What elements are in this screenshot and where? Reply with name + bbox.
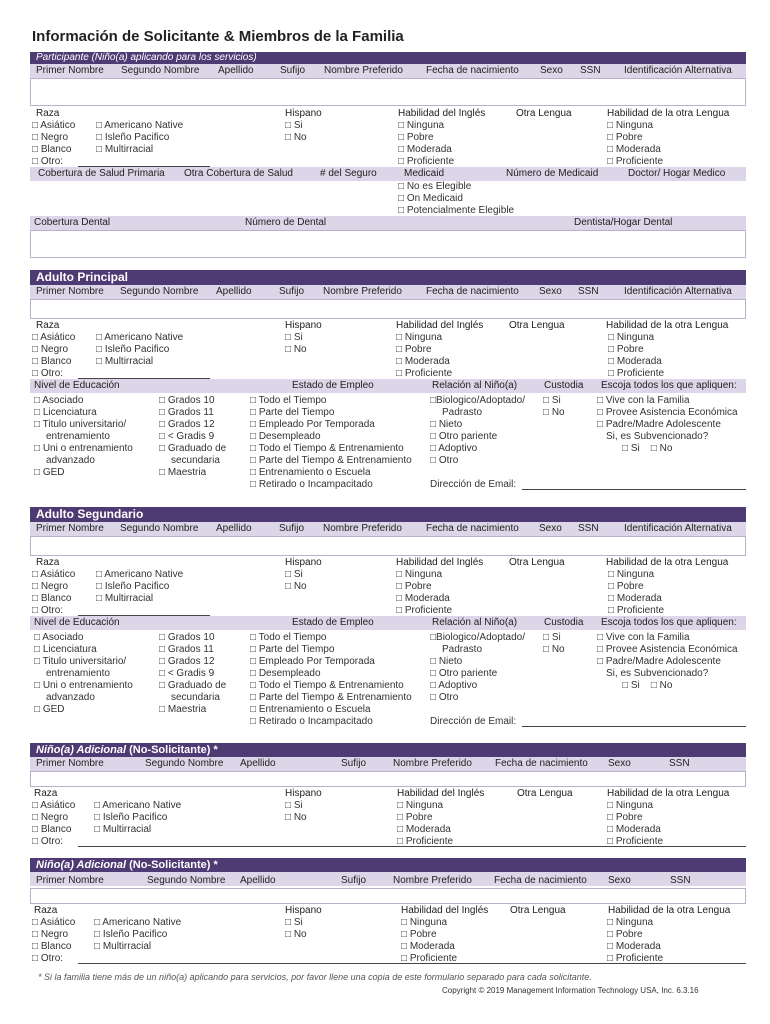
pa-edu-advanced-cont: advanzado <box>46 455 95 466</box>
sa-choose-label: Escoja todos los que apliquen: <box>601 617 737 628</box>
c1-ssn-label: SSN <box>669 758 690 769</box>
c2-name-input[interactable] <box>30 888 746 904</box>
dob-label: Fecha de nacimiento <box>426 65 519 76</box>
primary-adult-header: Adulto Principal <box>30 270 746 285</box>
sa-edu-advanced-checkbox[interactable]: □ Uni o entrenamiento <box>34 680 133 691</box>
sa-race-white-checkbox[interactable]: □ Blanco <box>32 593 72 604</box>
c2-middle-name-label: Segundo Nombre <box>147 875 226 886</box>
pa-last-name-label: Apellido <box>216 286 252 297</box>
sa-custody-label: Custodia <box>544 617 584 628</box>
sa-olang-proficient-checkbox[interactable]: □ Proficiente <box>608 605 665 616</box>
pa-edu-hs-checkbox[interactable]: □ Graduado de <box>159 443 227 454</box>
sa-edu-degree-checkbox[interactable]: □ Titulo universitario/ <box>34 656 127 667</box>
c2-other-lang-ability-label: Habilidad de la otra Lengua <box>608 905 731 916</box>
race-native-checkbox[interactable]: □ Americano Native <box>96 120 184 131</box>
sa-middle-name-label: Segundo Nombre <box>120 523 199 534</box>
doctor-label: Doctor/ Hogar Medico <box>628 168 726 179</box>
sa-preferred-name-label: Nombre Preferido <box>323 523 402 534</box>
sa-rel-grandchild-checkbox[interactable]: □ Nieto <box>430 656 463 667</box>
pa-emp-seasonal-checkbox[interactable]: □ Empleado Por Temporada <box>250 419 375 430</box>
c1-english-label: Habilidad del Inglés <box>397 788 485 799</box>
medicaid-potential-checkbox[interactable]: □ Potencialmente Elegible <box>398 205 515 216</box>
sa-provides-checkbox[interactable]: □ Provee Asistencia Económica <box>597 644 738 655</box>
sa-alt-id-label: Identificación Alternativa <box>624 523 732 534</box>
pa-edu-ged-checkbox[interactable]: □ GED <box>34 467 65 478</box>
sa-rel-foster-checkbox[interactable]: □ Adoptivo <box>430 680 478 691</box>
pa-race-label: Raza <box>36 320 60 331</box>
c2-olang-none-checkbox[interactable]: □ Ninguna <box>607 917 654 928</box>
pa-middle-name-label: Segundo Nombre <box>120 286 199 297</box>
pa-edu-grade11-checkbox[interactable]: □ Grados 11 <box>159 407 214 418</box>
pa-teen-parent-checkbox[interactable]: □ Padre/Madre Adolescente <box>597 419 721 430</box>
c2-race-white-checkbox[interactable]: □ Blanco <box>32 941 72 952</box>
pa-hispanic-yes-checkbox[interactable]: □ Si <box>285 332 303 343</box>
c2-race-native-checkbox[interactable]: □ Americano Native <box>94 917 182 928</box>
c1-other-lang-ability-label: Habilidad de la otra Lengua <box>607 788 730 799</box>
c1-english-proficient-checkbox[interactable]: □ Proficiente <box>397 836 454 847</box>
sa-employment-label: Estado de Empleo <box>292 617 374 628</box>
sa-emp-pt-training-checkbox[interactable]: □ Parte del Tiempo & Entrenamiento <box>250 692 412 703</box>
sa-hispanic-label: Hispano <box>285 557 322 568</box>
c1-olang-none-checkbox[interactable]: □ Ninguna <box>607 800 654 811</box>
pa-edu-under9-checkbox[interactable]: □ < Gradis 9 <box>159 431 215 442</box>
copyright: Copyright © 2019 Management Information Technology USA, Inc. 6.3.16 <box>442 986 699 995</box>
insurance-no-label: # del Seguro <box>320 168 377 179</box>
sa-suffix-label: Sufijo <box>279 523 305 534</box>
sa-edu-grade11-checkbox[interactable]: □ Grados 11 <box>159 644 214 655</box>
c1-race-other-checkbox[interactable]: □ Otro: <box>32 836 64 847</box>
child1-header-b: (No-Solicitante) * <box>129 744 218 756</box>
sa-race-black-checkbox[interactable]: □ Negro <box>32 581 69 592</box>
preferred-name-label: Nombre Preferido <box>324 65 403 76</box>
pa-rel-foster-checkbox[interactable]: □ Adoptivo <box>430 443 478 454</box>
sa-custody-no-checkbox[interactable]: □ No <box>543 644 565 655</box>
pa-suffix-label: Sufijo <box>279 286 305 297</box>
sa-emp-fulltime-checkbox[interactable]: □ Todo el Tiempo <box>250 632 327 643</box>
sa-edu-degree-cont: entrenamiento <box>46 668 110 679</box>
c2-dob-label: Fecha de nacimiento <box>494 875 587 886</box>
sa-edu-grade10-checkbox[interactable]: □ Grados 10 <box>159 632 215 643</box>
pa-sex-label: Sexo <box>539 286 562 297</box>
c2-english-poor-checkbox[interactable]: □ Pobre <box>401 929 437 940</box>
sa-english-poor-checkbox[interactable]: □ Pobre <box>396 581 432 592</box>
c1-race-black-checkbox[interactable]: □ Negro <box>32 812 69 823</box>
c2-sex-label: Sexo <box>608 875 631 886</box>
c2-olang-poor-checkbox[interactable]: □ Pobre <box>607 929 643 940</box>
pa-employment-label: Estado de Empleo <box>292 380 374 391</box>
sa-edu-master-checkbox[interactable]: □ Maestria <box>159 704 207 715</box>
c2-race-pacific-checkbox[interactable]: □ Isleño Pacifico <box>94 929 168 940</box>
sa-education-label: Nivel de Educación <box>34 617 120 628</box>
olang-none-checkbox[interactable]: □ Ninguna <box>607 120 654 131</box>
sa-english-proficient-checkbox[interactable]: □ Proficiente <box>396 605 453 616</box>
sa-email-input[interactable] <box>522 726 746 727</box>
sa-emp-seasonal-checkbox[interactable]: □ Empleado Por Temporada <box>250 656 375 667</box>
c2-race-asian-checkbox[interactable]: □ Asiático <box>32 917 76 928</box>
c1-name-input[interactable] <box>30 771 746 787</box>
pa-choose-label: Escoja todos los que apliquen: <box>601 380 737 391</box>
c1-english-none-checkbox[interactable]: □ Ninguna <box>397 800 444 811</box>
pa-english-none-checkbox[interactable]: □ Ninguna <box>396 332 443 343</box>
alt-id-label: Identificación Alternativa <box>624 65 732 76</box>
pa-alt-id-label: Identificación Alternativa <box>624 286 732 297</box>
c1-race-label: Raza <box>34 788 58 799</box>
sa-olang-poor-checkbox[interactable]: □ Pobre <box>608 581 644 592</box>
sa-olang-moderate-checkbox[interactable]: □ Moderada <box>608 593 662 604</box>
c2-english-moderate-checkbox[interactable]: □ Moderada <box>401 941 455 952</box>
other-lang-label: Otra Lengua <box>516 108 572 119</box>
pa-olang-moderate-checkbox[interactable]: □ Moderada <box>608 356 662 367</box>
pa-olang-none-checkbox[interactable]: □ Ninguna <box>608 332 655 343</box>
c1-name-row <box>30 757 746 771</box>
pa-email-input[interactable] <box>522 489 746 490</box>
pa-provides-checkbox[interactable]: □ Provee Asistencia Económica <box>597 407 738 418</box>
pa-custody-yes-checkbox[interactable]: □ Si <box>543 395 561 406</box>
c2-english-label: Habilidad del Inglés <box>401 905 489 916</box>
c2-olang-proficient-checkbox[interactable]: □ Proficiente <box>607 953 664 964</box>
hispanic-label: Hispano <box>285 108 322 119</box>
c1-race-multi-checkbox[interactable]: □ Multirracial <box>94 824 152 835</box>
page-title: Información de Solicitante & Miembros de la Familia <box>32 28 404 45</box>
c1-middle-name-label: Segundo Nombre <box>145 758 224 769</box>
sa-subsidized-checkbox[interactable]: □ Si □ No <box>622 680 673 691</box>
pa-other-lang-ability-label: Habilidad de la otra Lengua <box>606 320 729 331</box>
sa-emp-parttime-checkbox[interactable]: □ Parte del Tiempo <box>250 644 335 655</box>
pa-preferred-name-label: Nombre Preferido <box>323 286 402 297</box>
sa-edu-bachelor-checkbox[interactable]: □ Licenciatura <box>34 644 97 655</box>
pa-edu-hs-cont: secundaria <box>171 455 220 466</box>
pa-race-native-checkbox[interactable]: □ Americano Native <box>96 332 184 343</box>
c2-hispanic-yes-checkbox[interactable]: □ Si <box>285 917 303 928</box>
health-other-label: Otra Cobertura de Salud <box>184 168 293 179</box>
c1-race-asian-checkbox[interactable]: □ Asiático <box>32 800 76 811</box>
sa-edu-under9-checkbox[interactable]: □ < Gradis 9 <box>159 668 215 679</box>
pa-rel-relative-checkbox[interactable]: □ Otro pariente <box>430 431 498 442</box>
sa-ssn-label: SSN <box>578 523 599 534</box>
sa-rel-other-checkbox[interactable]: □ Otro <box>430 692 459 703</box>
pa-english-label: Habilidad del Inglés <box>396 320 484 331</box>
c1-other-lang-label: Otra Lengua <box>517 788 573 799</box>
sex-label: Sexo <box>540 65 563 76</box>
pa-first-name-label: Primer Nombre <box>36 286 104 297</box>
sa-edu-advanced-cont: advanzado <box>46 692 95 703</box>
pa-other-lang-label: Otra Lengua <box>509 320 565 331</box>
sa-edu-associate-checkbox[interactable]: □ Asociado <box>34 632 84 643</box>
dental-input[interactable] <box>30 230 746 258</box>
pa-race-other-checkbox[interactable]: □ Otro: <box>32 368 64 379</box>
pa-english-proficient-checkbox[interactable]: □ Proficiente <box>396 368 453 379</box>
sa-relation-label: Relación al Niño(a) <box>432 617 518 628</box>
c2-ssn-label: SSN <box>670 875 691 886</box>
pa-rel-bio-cont: Padrasto <box>442 407 483 418</box>
c1-hispanic-label: Hispano <box>285 788 322 799</box>
c2-last-name-label: Apellido <box>240 875 276 886</box>
olang-proficient-checkbox[interactable]: □ Proficiente <box>607 156 664 167</box>
medicaid-not-eligible-checkbox[interactable]: □ No es Elegible <box>398 181 472 192</box>
pa-emp-unemployed-checkbox[interactable]: □ Desempleado <box>250 431 321 442</box>
c1-race-native-checkbox[interactable]: □ Americano Native <box>94 800 182 811</box>
sa-hispanic-yes-checkbox[interactable]: □ Si <box>285 569 303 580</box>
sa-last-name-label: Apellido <box>216 523 252 534</box>
c1-race-pacific-checkbox[interactable]: □ Isleño Pacifico <box>94 812 168 823</box>
c1-dob-label: Fecha de nacimiento <box>495 758 588 769</box>
secondary-adult-header: Adulto Segundario <box>30 507 746 522</box>
pa-english-moderate-checkbox[interactable]: □ Moderada <box>396 356 450 367</box>
pa-subsidized-checkbox[interactable]: □ Si □ No <box>622 443 673 454</box>
pa-rel-grandchild-checkbox[interactable]: □ Nieto <box>430 419 463 430</box>
dental-no-label: Número de Dental <box>245 217 327 228</box>
sa-edu-hs-cont: secundaria <box>171 692 220 703</box>
english-poor-checkbox[interactable]: □ Pobre <box>398 132 434 143</box>
c2-race-other-checkbox[interactable]: □ Otro: <box>32 953 64 964</box>
sa-emp-retired-checkbox[interactable]: □ Retirado o Incampacitado <box>250 716 373 727</box>
sa-english-none-checkbox[interactable]: □ Ninguna <box>396 569 443 580</box>
c1-olang-proficient-checkbox[interactable]: □ Proficiente <box>607 836 664 847</box>
child2-header <box>30 858 746 872</box>
medicaid-no-label: Número de Medicaid <box>506 168 599 179</box>
last-name-label: Apellido <box>218 65 254 76</box>
pa-edu-bachelor-checkbox[interactable]: □ Licenciatura <box>34 407 97 418</box>
c1-suffix-label: Sufijo <box>341 758 367 769</box>
pa-lives-with-checkbox[interactable]: □ Vive con la Familia <box>597 395 690 406</box>
sa-first-name-label: Primer Nombre <box>36 523 104 534</box>
race-pacific-checkbox[interactable]: □ Isleño Pacifico <box>96 132 170 143</box>
sa-rel-bio-checkbox[interactable]: □Biologico/Adoptado/ <box>430 632 525 643</box>
pa-emp-parttime-checkbox[interactable]: □ Parte del Tiempo <box>250 407 335 418</box>
pa-ssn-label: SSN <box>578 286 599 297</box>
pa-emp-school-checkbox[interactable]: □ Entrenamiento o Escuela <box>250 467 371 478</box>
sa-dob-label: Fecha de nacimiento <box>426 523 519 534</box>
sa-edu-grade12-checkbox[interactable]: □ Grados 12 <box>159 656 215 667</box>
pa-edu-master-checkbox[interactable]: □ Maestria <box>159 467 207 478</box>
pa-edu-advanced-checkbox[interactable]: □ Uni o entrenamiento <box>34 443 133 454</box>
pa-subsidized-text: Si, es Subvencionado? <box>606 431 709 442</box>
c1-olang-poor-checkbox[interactable]: □ Pobre <box>607 812 643 823</box>
c2-english-proficient-checkbox[interactable]: □ Proficiente <box>401 953 458 964</box>
sa-custody-yes-checkbox[interactable]: □ Si <box>543 632 561 643</box>
c2-suffix-label: Sufijo <box>341 875 367 886</box>
c1-race-white-checkbox[interactable]: □ Blanco <box>32 824 72 835</box>
pa-emp-pt-training-checkbox[interactable]: □ Parte del Tiempo & Entrenamiento <box>250 455 412 466</box>
c1-olang-moderate-checkbox[interactable]: □ Moderada <box>607 824 661 835</box>
medicaid-label: Medicaid <box>404 168 445 179</box>
child1-header <box>30 743 746 757</box>
sa-race-pacific-checkbox[interactable]: □ Isleño Pacifico <box>96 581 170 592</box>
sa-rel-bio-cont: Padrasto <box>442 644 483 655</box>
c1-first-name-label: Primer Nombre <box>36 758 104 769</box>
race-label: Raza <box>36 108 60 119</box>
sa-edu-ged-checkbox[interactable]: □ GED <box>34 704 65 715</box>
sa-race-label: Raza <box>36 557 60 568</box>
pa-relation-label: Relación al Niño(a) <box>432 380 518 391</box>
c2-preferred-name-label: Nombre Preferido <box>393 875 472 886</box>
pa-olang-proficient-checkbox[interactable]: □ Proficiente <box>608 368 665 379</box>
sa-race-other-checkbox[interactable]: □ Otro: <box>32 605 64 616</box>
child2-header-a: Niño(a) Adicional <box>36 859 127 871</box>
sa-name-input[interactable] <box>30 536 746 556</box>
other-lang-ability-label: Habilidad de la otra Lengua <box>607 108 730 119</box>
sa-other-lang-label: Otra Lengua <box>509 557 565 568</box>
c2-name-row <box>30 872 746 886</box>
pa-rel-bio-checkbox[interactable]: □Biologico/Adoptado/ <box>430 395 525 406</box>
pa-edu-associate-checkbox[interactable]: □ Asociado <box>34 395 84 406</box>
pa-edu-grade10-checkbox[interactable]: □ Grados 10 <box>159 395 215 406</box>
dental-label: Cobertura Dental <box>34 217 111 228</box>
sa-edu-hs-checkbox[interactable]: □ Graduado de <box>159 680 227 691</box>
pa-emp-ft-training-checkbox[interactable]: □ Todo el Tiempo & Entrenamiento <box>250 443 404 454</box>
sa-emp-ft-training-checkbox[interactable]: □ Todo el Tiempo & Entrenamiento <box>250 680 404 691</box>
pa-olang-poor-checkbox[interactable]: □ Pobre <box>608 344 644 355</box>
sa-other-lang-ability-label: Habilidad de la otra Lengua <box>606 557 729 568</box>
c1-english-moderate-checkbox[interactable]: □ Moderada <box>397 824 451 835</box>
olang-poor-checkbox[interactable]: □ Pobre <box>607 132 643 143</box>
footnote: * Si la familia tiene más de un niño(a) aplicando para servicios, por favor llene una copia de este formulario separado para cada solicitante. <box>38 972 592 982</box>
pa-hispanic-label: Hispano <box>285 320 322 331</box>
pa-dob-label: Fecha de nacimiento <box>426 286 519 297</box>
pa-race-multi-checkbox[interactable]: □ Multirracial <box>96 356 154 367</box>
suffix-label: Sufijo <box>280 65 306 76</box>
pa-hispanic-no-checkbox[interactable]: □ No <box>285 344 307 355</box>
c2-other-lang-label: Otra Lengua <box>510 905 566 916</box>
pa-name-input[interactable] <box>30 299 746 319</box>
sa-race-multi-checkbox[interactable]: □ Multirracial <box>96 593 154 604</box>
pa-edu-grade12-checkbox[interactable]: □ Grados 12 <box>159 419 215 430</box>
medicaid-on-checkbox[interactable]: □ On Medicaid <box>398 193 463 204</box>
pa-edu-degree-checkbox[interactable]: □ Titulo universitario/ <box>34 419 127 430</box>
participant-name-input[interactable] <box>30 78 746 106</box>
sa-english-moderate-checkbox[interactable]: □ Moderada <box>396 593 450 604</box>
english-moderate-checkbox[interactable]: □ Moderada <box>398 144 452 155</box>
english-none-checkbox[interactable]: □ Ninguna <box>398 120 445 131</box>
c2-english-none-checkbox[interactable]: □ Ninguna <box>401 917 448 928</box>
race-black-checkbox[interactable]: □ Negro <box>32 132 69 143</box>
c1-english-poor-checkbox[interactable]: □ Pobre <box>397 812 433 823</box>
pa-race-white-checkbox[interactable]: □ Blanco <box>32 356 72 367</box>
health-primary-label: Cobertura de Salud Primaria <box>38 168 165 179</box>
pa-emp-fulltime-checkbox[interactable]: □ Todo el Tiempo <box>250 395 327 406</box>
race-other-checkbox[interactable]: □ Otro: <box>32 156 64 167</box>
c2-olang-moderate-checkbox[interactable]: □ Moderada <box>607 941 661 952</box>
sa-lives-with-checkbox[interactable]: □ Vive con la Familia <box>597 632 690 643</box>
c1-sex-label: Sexo <box>608 758 631 769</box>
c1-hispanic-yes-checkbox[interactable]: □ Si <box>285 800 303 811</box>
sa-subsidized-text: Si, es Subvencionado? <box>606 668 709 679</box>
race-multi-checkbox[interactable]: □ Multirracial <box>96 144 154 155</box>
first-name-label: Primer Nombre <box>36 65 104 76</box>
english-label: Habilidad del Inglés <box>398 108 486 119</box>
c1-last-name-label: Apellido <box>240 758 276 769</box>
sa-sex-label: Sexo <box>539 523 562 534</box>
c2-race-label: Raza <box>34 905 58 916</box>
sa-olang-none-checkbox[interactable]: □ Ninguna <box>608 569 655 580</box>
race-white-checkbox[interactable]: □ Blanco <box>32 144 72 155</box>
sa-race-asian-checkbox[interactable]: □ Asiático <box>32 569 76 580</box>
pa-custody-no-checkbox[interactable]: □ No <box>543 407 565 418</box>
sa-hispanic-no-checkbox[interactable]: □ No <box>285 581 307 592</box>
pa-custody-label: Custodia <box>544 380 584 391</box>
pa-race-pacific-checkbox[interactable]: □ Isleño Pacifico <box>96 344 170 355</box>
hispanic-yes-checkbox[interactable]: □ Si <box>285 120 303 131</box>
pa-race-black-checkbox[interactable]: □ Negro <box>32 344 69 355</box>
sa-email-label: Dirección de Email: <box>430 716 517 727</box>
pa-education-label: Nivel de Educación <box>34 380 120 391</box>
pa-emp-retired-checkbox[interactable]: □ Retirado o Incampacitado <box>250 479 373 490</box>
child2-header-b: (No-Solicitante) * <box>129 859 218 871</box>
pa-rel-other-checkbox[interactable]: □ Otro <box>430 455 459 466</box>
c2-race-black-checkbox[interactable]: □ Negro <box>32 929 69 940</box>
c2-race-multi-checkbox[interactable]: □ Multirracial <box>94 941 152 952</box>
hispanic-no-checkbox[interactable]: □ No <box>285 132 307 143</box>
c2-hispanic-no-checkbox[interactable]: □ No <box>285 929 307 940</box>
sa-race-native-checkbox[interactable]: □ Americano Native <box>96 569 184 580</box>
c1-hispanic-no-checkbox[interactable]: □ No <box>285 812 307 823</box>
middle-name-label: Segundo Nombre <box>121 65 200 76</box>
olang-moderate-checkbox[interactable]: □ Moderada <box>607 144 661 155</box>
sa-emp-school-checkbox[interactable]: □ Entrenamiento o Escuela <box>250 704 371 715</box>
child1-header-a: Niño(a) Adicional <box>36 744 127 756</box>
pa-email-label: Dirección de Email: <box>430 479 517 490</box>
race-asian-checkbox[interactable]: □ Asiático <box>32 120 76 131</box>
sa-emp-unemployed-checkbox[interactable]: □ Desempleado <box>250 668 321 679</box>
english-proficient-checkbox[interactable]: □ Proficiente <box>398 156 455 167</box>
pa-english-poor-checkbox[interactable]: □ Pobre <box>396 344 432 355</box>
c1-preferred-name-label: Nombre Preferido <box>393 758 472 769</box>
c2-first-name-label: Primer Nombre <box>36 875 104 886</box>
sa-teen-parent-checkbox[interactable]: □ Padre/Madre Adolescente <box>597 656 721 667</box>
dentist-label: Dentista/Hogar Dental <box>574 217 673 228</box>
ssn-label: SSN <box>580 65 601 76</box>
sa-rel-relative-checkbox[interactable]: □ Otro pariente <box>430 668 498 679</box>
pa-edu-degree-cont: entrenamiento <box>46 431 110 442</box>
c2-hispanic-label: Hispano <box>285 905 322 916</box>
sa-english-label: Habilidad del Inglés <box>396 557 484 568</box>
pa-race-asian-checkbox[interactable]: □ Asiático <box>32 332 76 343</box>
participant-header: Participante (Niño(a) aplicando para los servicios) <box>30 52 746 64</box>
